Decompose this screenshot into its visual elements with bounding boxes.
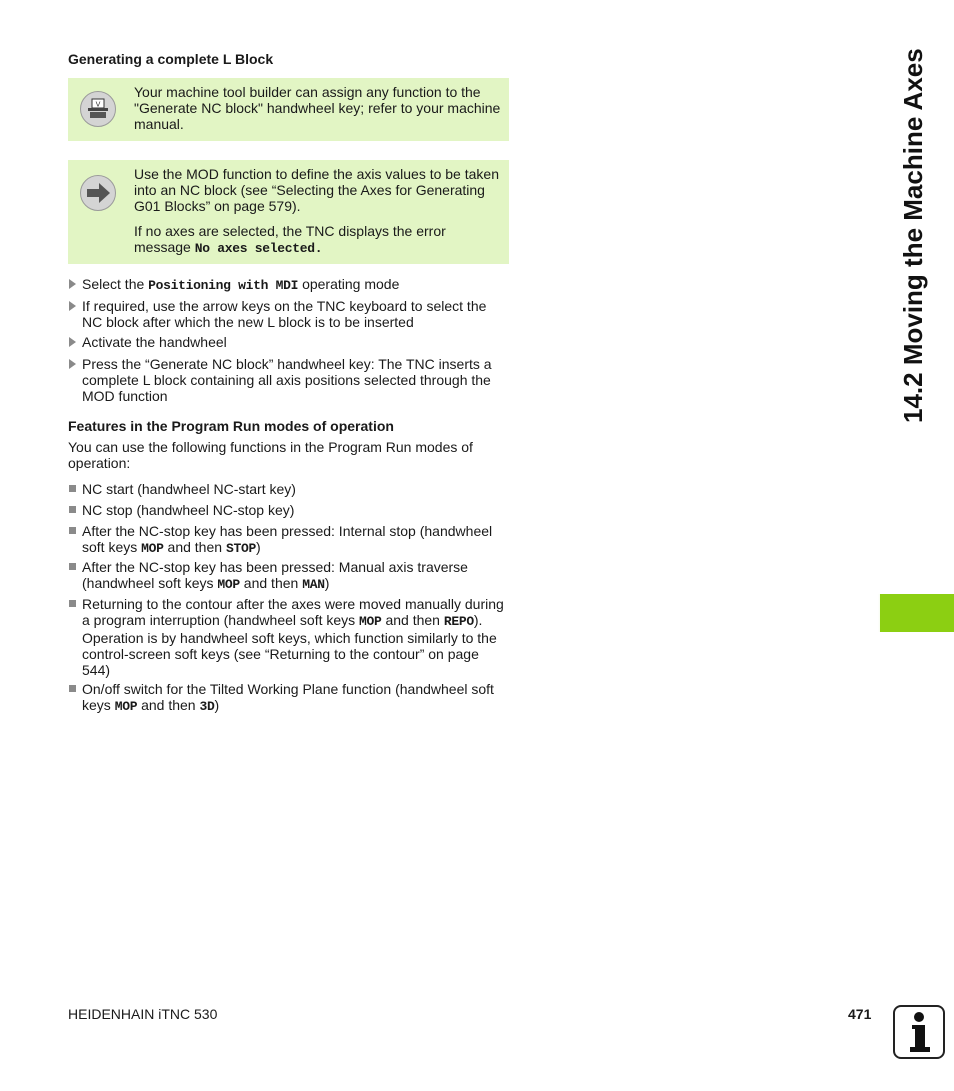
features-heading: Features in the Program Run modes of operation (68, 418, 394, 434)
error-message-code: No axes selected. (194, 241, 323, 256)
square-bullet-icon (69, 600, 76, 607)
footer-manual-title: HEIDENHAIN iTNC 530 (68, 1006, 218, 1022)
note-box-info (68, 160, 509, 264)
machine-icon (80, 91, 116, 127)
chapter-tab (880, 594, 954, 632)
square-bullet-icon (69, 485, 76, 492)
square-bullet-icon (69, 527, 76, 534)
features-intro: You can use the following functions in the Program Run modes of operation: (68, 439, 473, 471)
arrow-bullet-icon (69, 337, 76, 347)
square-bullet-icon (69, 563, 76, 570)
arrow-bullet-icon (69, 301, 76, 311)
arrow-bullet-icon (69, 279, 76, 289)
info-icon (893, 1005, 945, 1059)
note-paragraph-2: If no axes are selected, the TNC displays the error message No axes selected. (134, 223, 446, 256)
arrow-bullet-icon (69, 359, 76, 369)
page-number: 471 (848, 1006, 872, 1022)
section-heading: Generating a complete L Block (68, 51, 274, 67)
svg-text:V: V (95, 100, 101, 109)
arrow-right-icon (80, 175, 116, 211)
note-box-machine (68, 78, 509, 141)
square-bullet-icon (69, 685, 76, 692)
mode-code: Positioning with MDI (148, 278, 299, 293)
note-paragraph-1: Use the MOD function to define the axis values to be taken into an NC block (see “Selecting the Axes for Generating G01 Blocks” on page 579). (134, 166, 499, 214)
square-bullet-icon (69, 506, 76, 513)
note-text: Your machine tool builder can assign any function to the "Generate NC block" handwheel key; refer to your machine manual. (134, 84, 501, 132)
chapter-side-title: 14.2 Moving the Machine Axes (898, 48, 928, 423)
